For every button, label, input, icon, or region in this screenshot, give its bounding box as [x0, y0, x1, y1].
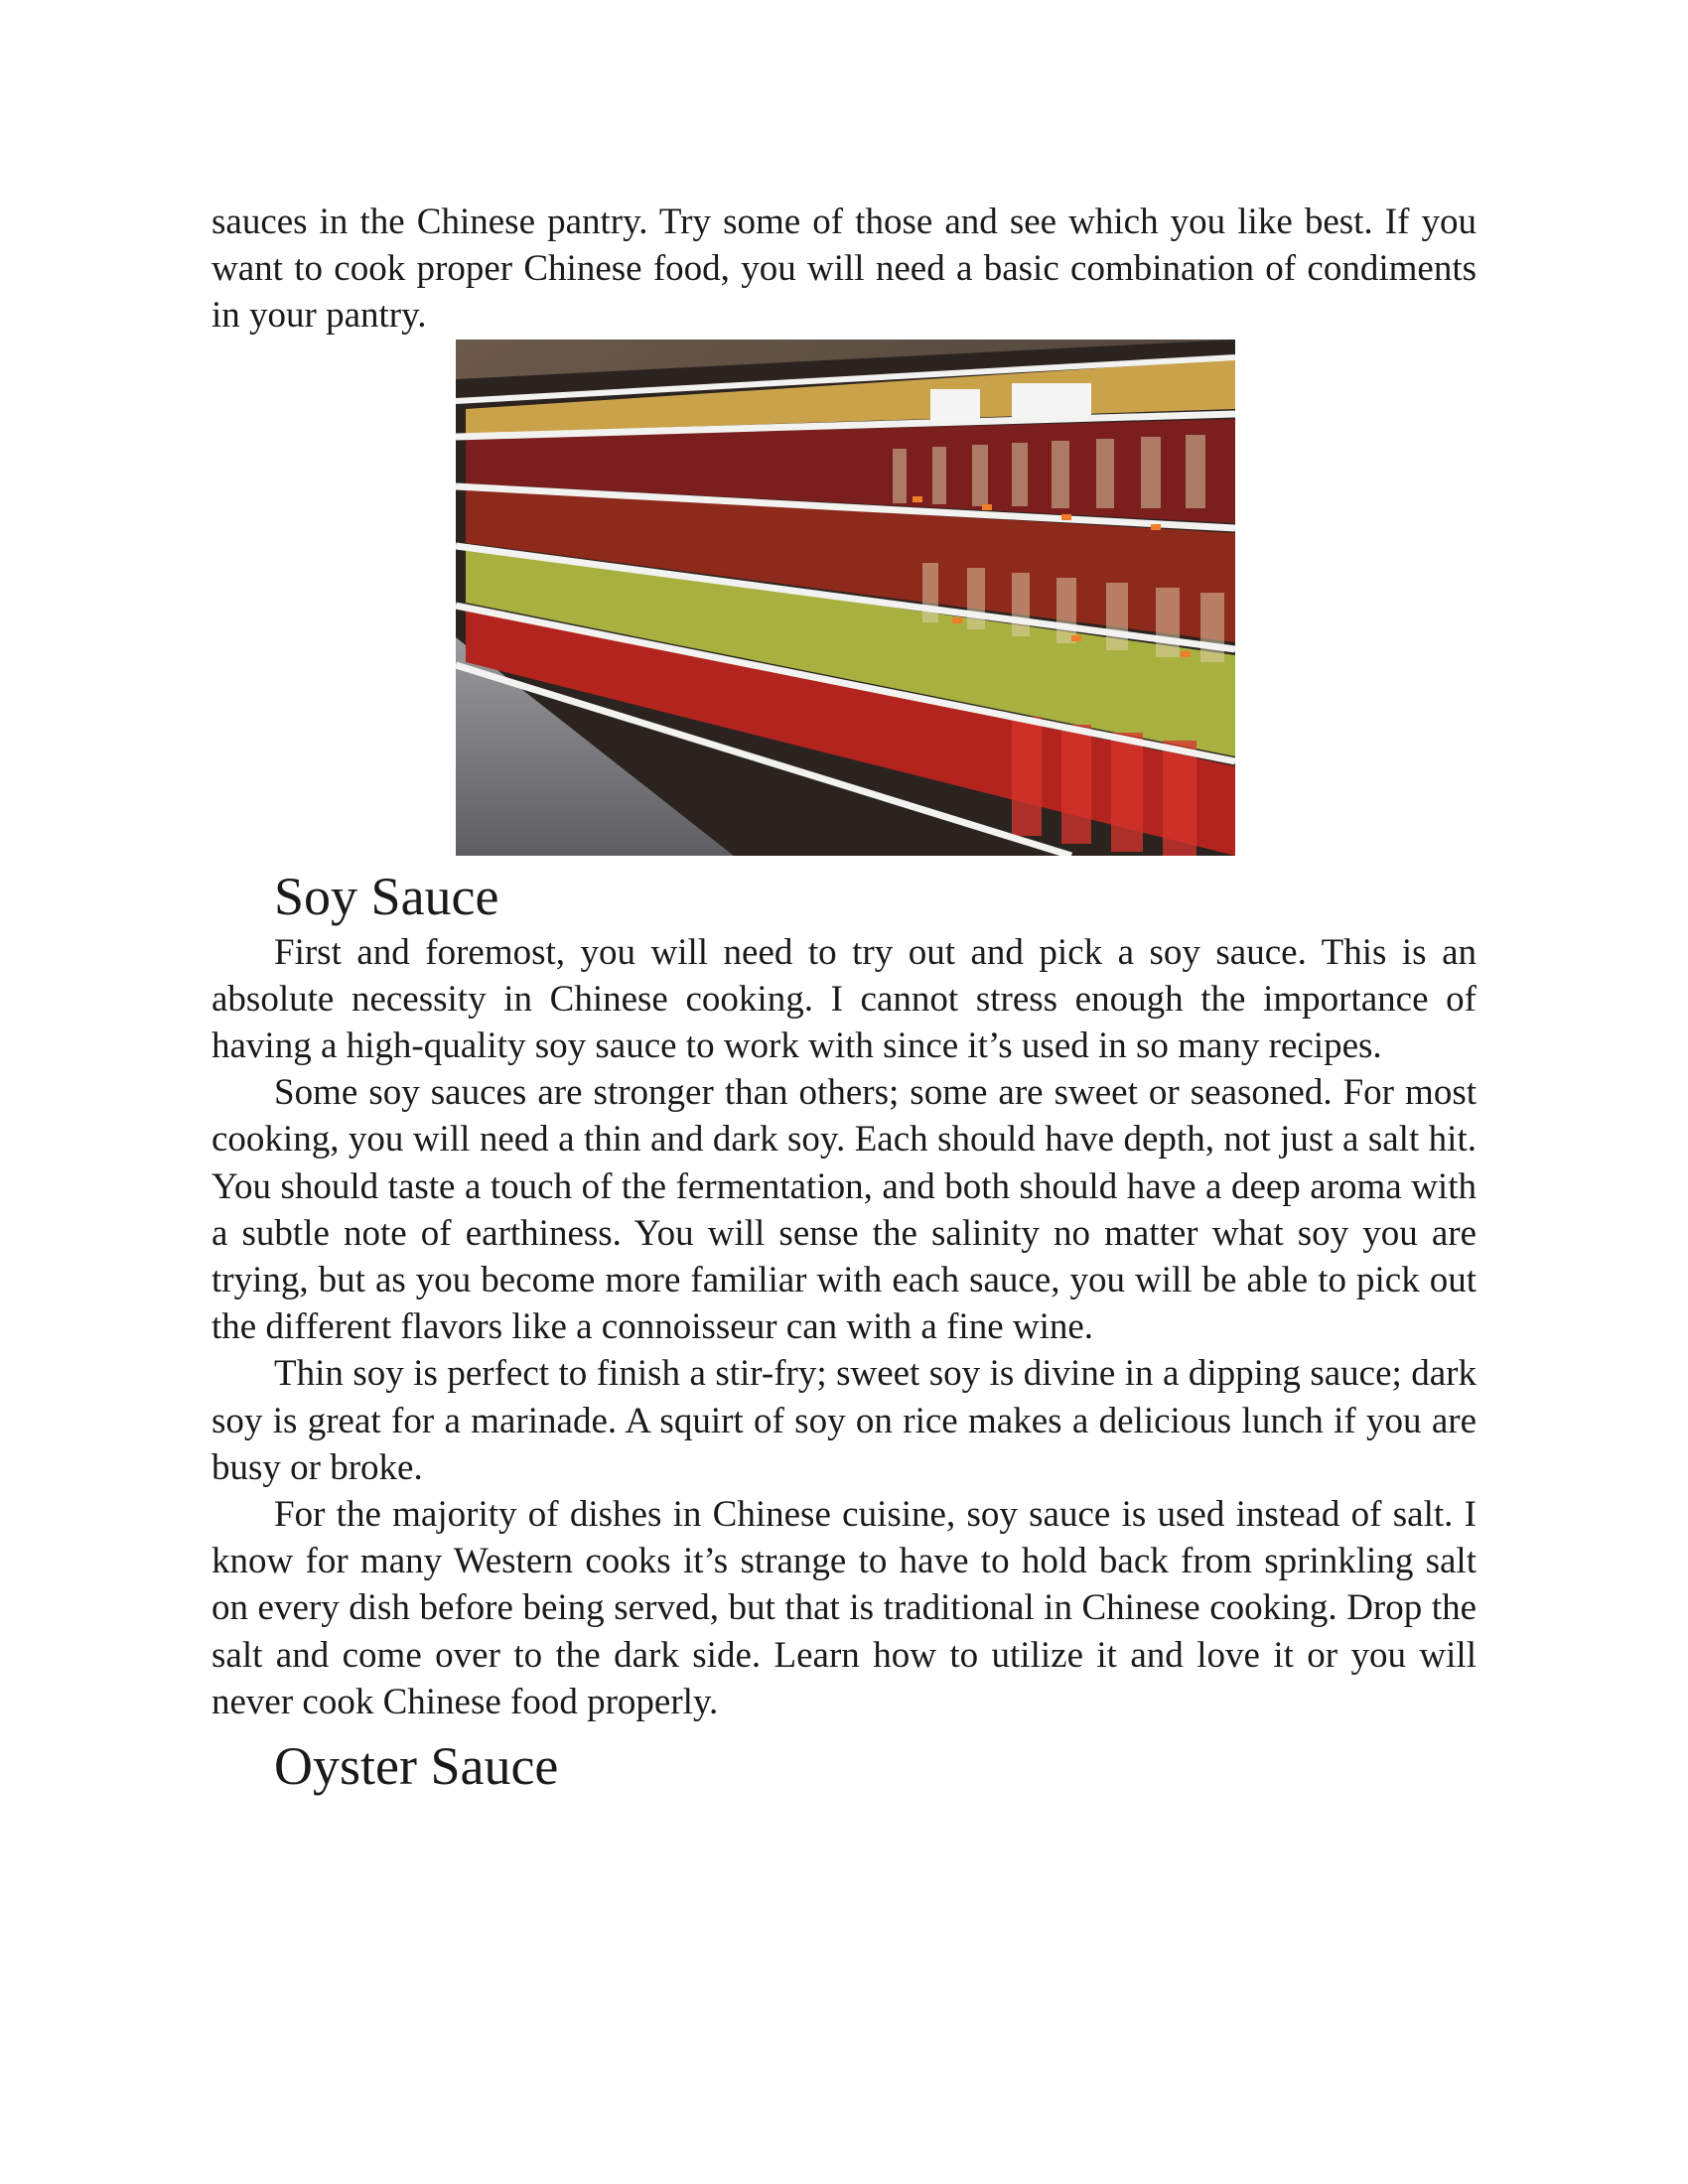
soy-sauce-paragraph-1: First and foremost, you will need to try out and pick a soy sauce. This is an absolute necessity in Chinese cooking. I cannot stress enough the importance of having a high-quality soy sauce to work with since it’s used in so many recipes. [211, 931, 1477, 1067]
intro-paragraph: sauces in the Chinese pantry. Try some of those and see which you like best. If you want to cook proper Chinese food, you will need a basic combination of condiments in your pantry. [211, 202, 1477, 337]
soy-sauce-paragraph-3: Thin soy is perfect to finish a stir-fry; sweet soy is divine in a dipping sauce; dark soy is great for a marinade. A squirt of soy on rice makes a delicious lunch if you are busy or broke. [211, 1353, 1477, 1488]
soy-sauce-paragraph-4: For the majority of dishes in Chinese cuisine, soy sauce is used instead of salt. I know for many Western cooks it’s strange to have to hold back from sprinkling salt on every dish before being served, but that is traditional in Chinese cooking. Drop the salt and come over to the dark side. Learn how to utilize it and love it or you will never cook Chinese food properly. [211, 1494, 1477, 1722]
section-heading-oyster-sauce: Oyster Sauce [274, 1736, 559, 1797]
document-page [211, 199, 1477, 1799]
section-heading-soy-sauce: Soy Sauce [274, 866, 499, 926]
soy-sauce-paragraph-2: Some soy sauces are stronger than others; some are sweet or seasoned. For most cooking, you will need a thin and dark soy. Each should have depth, not just a salt hit. You should taste a touch of the fermentation, and both should have a deep aroma with a subtle note of earthiness. You will sense the salinity no matter what soy you are trying, but as you become more familiar with each sauce, you will be able to pick out the different flavors like a connoisseur can with a fine wine. [211, 1072, 1477, 1348]
sauce-shelves-photo [456, 340, 1235, 856]
